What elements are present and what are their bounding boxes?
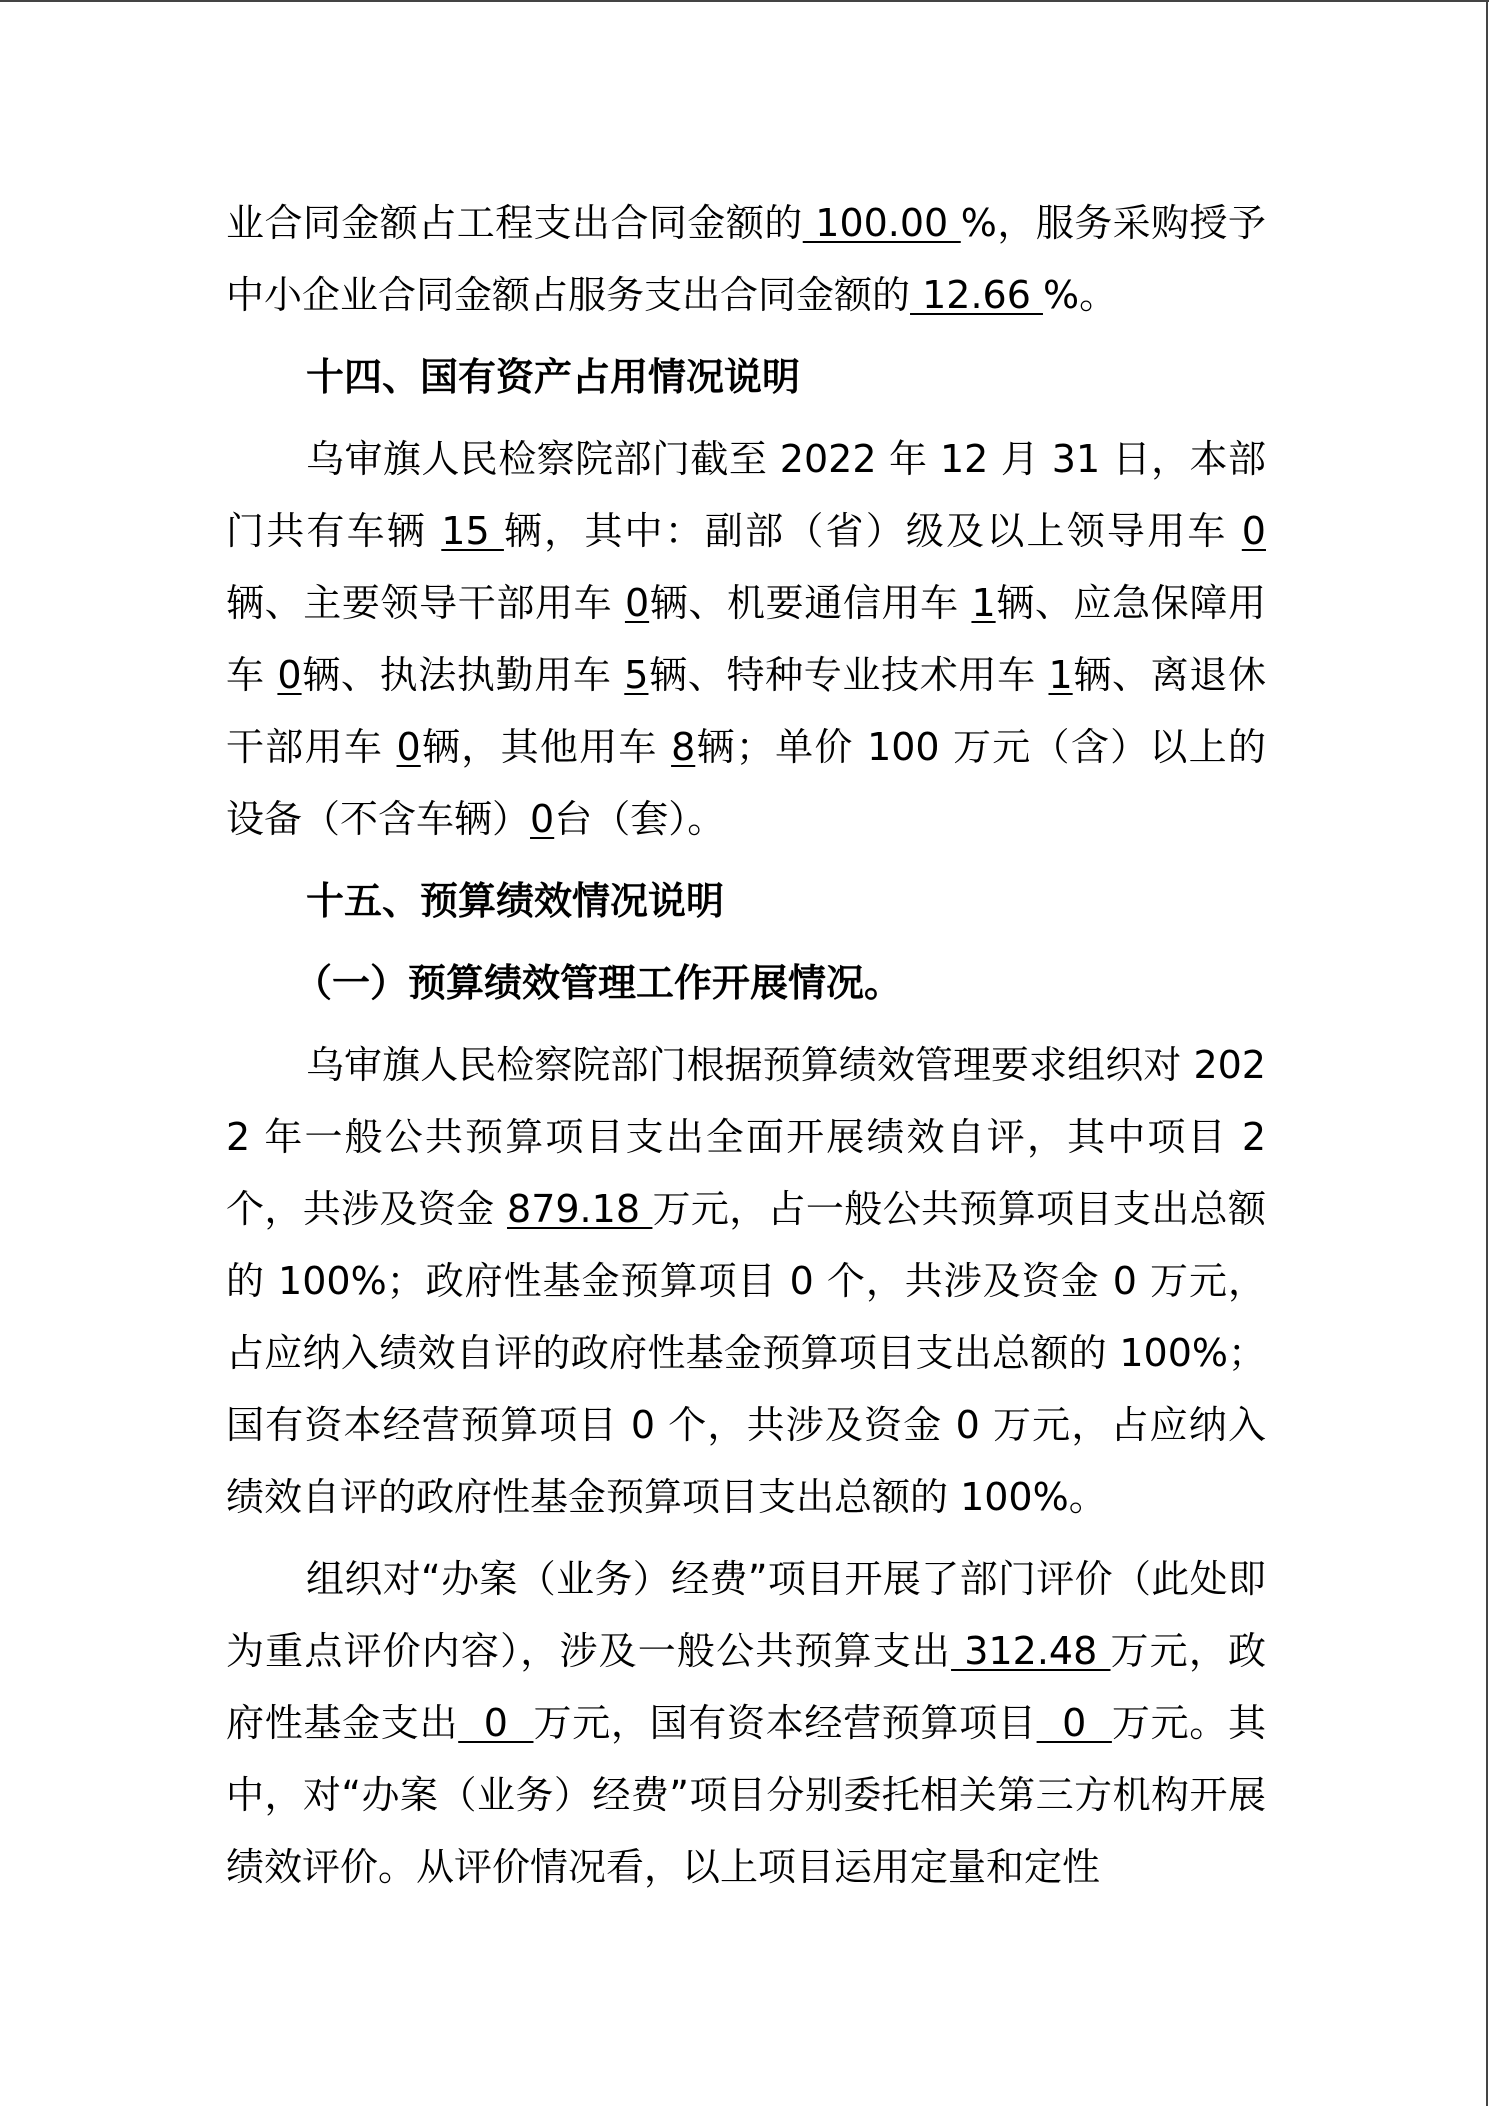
law-enforcement-vehicles-value: 5 [624,653,649,697]
assets-text-5: 辆、应急保障用车 [226,581,1266,697]
section-15-subheading-1: （一）预算绩效管理工作开展情况。 [294,961,903,1005]
minister-vehicles-value: 0 [1241,509,1266,553]
intro-text-1: 业合同金额占工程支出合同金额的 [226,201,803,245]
assets-text-4: 辆、机要通信用车 [649,581,972,625]
retired-vehicles-value: 0 [396,725,421,769]
evaluation-text-1: 组织对“办案（业务）经费”项目开展了部门评价（此处即为重点评价内容），涉及一般公共预算支出 [226,1557,1266,1673]
evaluation-text-3: 万元，国有资本经营预算项目 [533,1701,1037,1745]
equipment-count-value: 0 [530,797,555,841]
section-14-paragraph [226,423,1266,855]
state-capital-budget-value: 0 [1036,1701,1112,1745]
special-vehicles-value: 1 [1048,653,1073,697]
evaluation-text-2: 万元，政府性基金支出 [226,1629,1266,1745]
assets-text-11: 台（套）。 [554,797,726,841]
performance-text-2: 万元，占一般公共预算项目支出总额的 100%；政府性基金预算项目 0 个，共涉及资金 0 万元，占应纳入绩效自评的政府性基金预算项目支出总额的 100%；国有资本经营预算项目 0 个，共涉及资金 0 万元，占应纳入绩效自评的政府性基金预算项目支出总额的 100%。 [226,1187,1266,1519]
page-border-right [1486,0,1488,2106]
assets-text-10: 辆；单价 100 万元（含）以上的设备（不含车辆） [226,725,1266,841]
section-15-heading: 十五、预算绩效情况说明 [306,879,725,923]
emergency-vehicles-value: 0 [277,653,302,697]
intro-paragraph [226,187,1266,331]
performance-text-1: 乌审旗人民检察院部门根据预算绩效管理要求组织对 2022 年一般公共预算项目支出全面开展绩效自评，其中项目 2 个，共涉及资金 [226,1043,1266,1231]
assets-text-9: 辆，其他用车 [420,725,672,769]
government-fund-expense-value: 0 [458,1701,534,1745]
section-15-paragraph-1 [226,1029,1266,1533]
other-vehicles-value: 8 [671,725,696,769]
assets-text-6: 辆、执法执勤用车 [301,653,625,697]
section-14-heading: 十四、国有资产占用情况说明 [306,355,801,399]
self-evaluation-funds-value: 879.18 [507,1187,653,1231]
engineering-sme-ratio: 100.00 [802,201,961,245]
intro-text-3: %。 [1042,273,1118,317]
intro-text-2: %，服务采购授予中小企业合同金额占服务支出合同金额的 [226,201,1267,317]
total-vehicles-value: 15 [441,509,504,553]
assets-text-2: 辆，其中：副部（省）级及以上领导用车 [503,509,1242,553]
page-border-top [0,0,1489,2]
assets-text-7: 辆、特种专业技术用车 [648,653,1049,697]
leader-vehicles-value: 0 [624,581,650,625]
communication-vehicles-value: 1 [971,581,996,625]
assets-text-3: 辆、主要领导干部用车 [226,581,625,625]
section-15-paragraph-2 [226,1543,1266,1903]
public-budget-expense-value: 312.48 [951,1629,1111,1673]
assets-text-1: 乌审旗人民检察院部门截至 2022 年 12 月 31 日，本部门共有车辆 [226,437,1266,553]
service-sme-ratio: 12.66 [910,273,1043,317]
document-body [226,187,1266,1903]
assets-text-8: 辆、离退休干部用车 [226,653,1266,769]
evaluation-text-4: 万元。其中，对“办案（业务）经费”项目分别委托相关第三方机构开展绩效评价。从评价情况看，以上项目运用定量和定性 [226,1701,1266,1889]
